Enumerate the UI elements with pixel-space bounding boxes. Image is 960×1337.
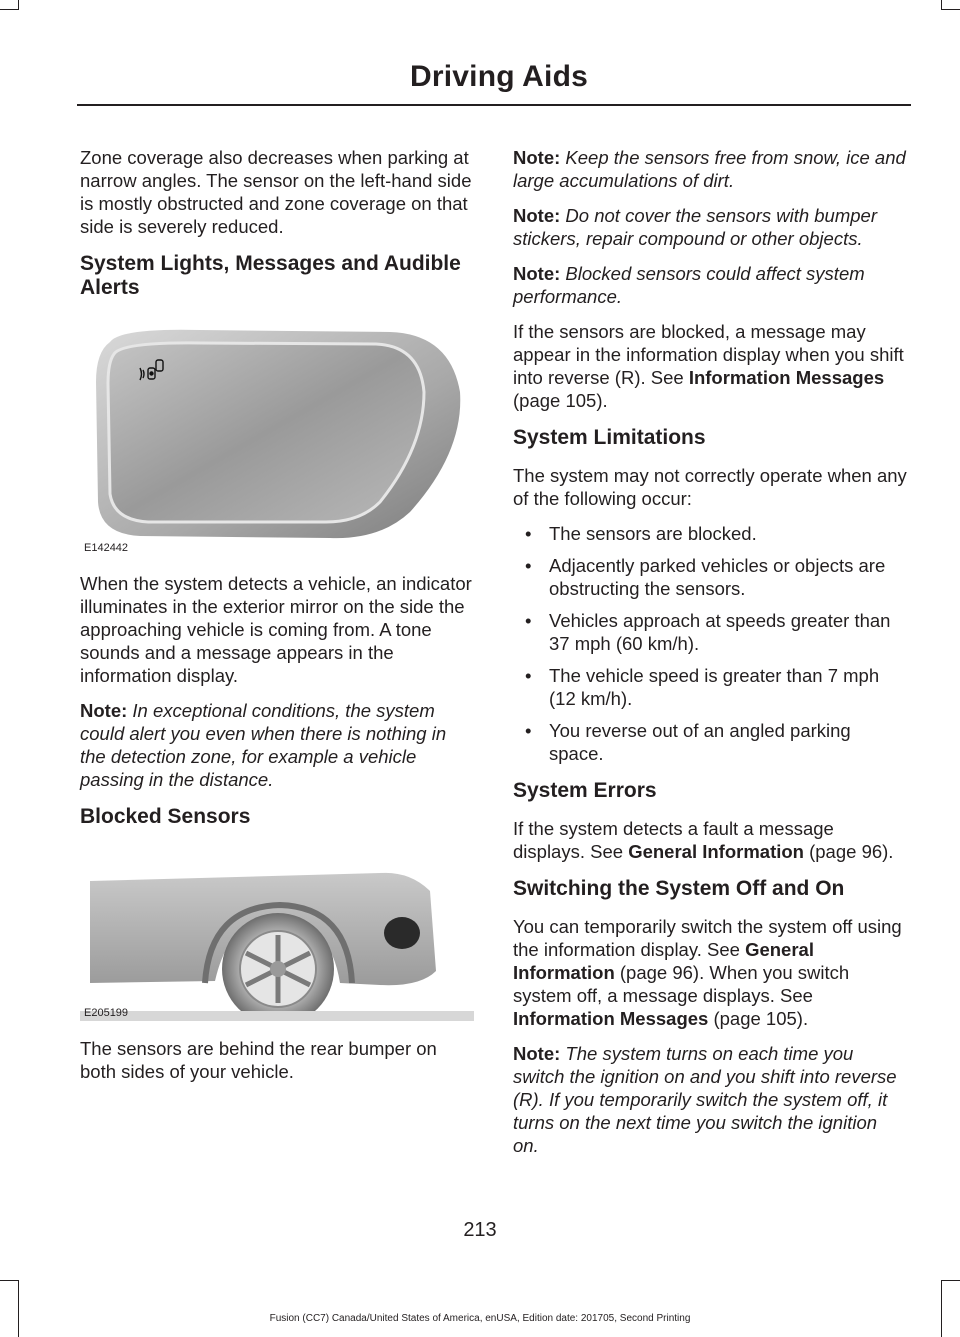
list-item-text: The vehicle speed is greater than 7 mph (12 km/h). bbox=[549, 665, 880, 709]
crop-mark bbox=[941, 1280, 942, 1337]
paragraph-limitations-intro: The system may not correctly operate when any of the following occur: bbox=[513, 465, 907, 509]
list-item-text: Vehicles approach at speeds greater than 37 mph (60 km/h). bbox=[549, 610, 891, 654]
xref-information-messages[interactable]: Information Messages bbox=[688, 367, 885, 388]
note-text: In exceptional conditions, the system could alert you even when there is nothing in the detection zone, for example a vehicle passing in the distance. bbox=[80, 700, 447, 790]
heading-system-limitations: System Limitations bbox=[513, 426, 706, 449]
crop-mark bbox=[942, 9, 960, 10]
list-item-text: Adjacently parked vehicles or objects are obstructing the sensors. bbox=[549, 555, 886, 599]
note-text: Do not cover the sensors with bumper stickers, repair compound or other objects. bbox=[513, 205, 877, 249]
heading-switching-system: Switching the System Off and On bbox=[513, 877, 845, 900]
page-reference: (page 105). bbox=[513, 390, 608, 411]
note-text: The system turns on each time you switch the ignition on and you shift into reverse (R). If you temporarily switch the system off, it turns on the next time you switch the ignition on. bbox=[513, 1043, 897, 1156]
mirror-figure bbox=[80, 322, 474, 556]
list-item bbox=[513, 554, 907, 600]
left-column bbox=[80, 146, 474, 1095]
crop-mark bbox=[0, 1280, 18, 1281]
crop-mark bbox=[18, 0, 19, 10]
page-header-title: Driving Aids bbox=[410, 60, 588, 93]
bullet-icon: • bbox=[525, 555, 532, 576]
mirror-illustration bbox=[80, 322, 474, 556]
crop-mark bbox=[18, 1280, 19, 1337]
heading-system-errors: System Errors bbox=[513, 779, 657, 802]
list-item bbox=[513, 609, 907, 655]
paragraph-sensors-location: The sensors are behind the rear bumper on both sides of your vehicle. bbox=[80, 1038, 437, 1082]
list-item bbox=[513, 664, 907, 710]
bullet-icon: • bbox=[525, 665, 532, 686]
list-item bbox=[513, 719, 907, 765]
bumper-figure bbox=[80, 851, 474, 1021]
note-blocked-sensors bbox=[513, 262, 907, 308]
page-reference: (page 105). bbox=[708, 1008, 809, 1029]
note-exceptional-conditions bbox=[80, 699, 474, 791]
paragraph-text: You can temporarily switch the system off using the information display. See bbox=[513, 916, 902, 960]
figure-label: E205199 bbox=[84, 1007, 129, 1019]
bullet-icon: • bbox=[525, 610, 532, 631]
crop-mark bbox=[942, 1280, 960, 1281]
bullet-icon: • bbox=[525, 523, 532, 544]
paragraph-system-detects: When the system detects a vehicle, an indicator illuminates in the exterior mirror on the side the approaching vehicle is coming from. A tone sounds and a message appears in the information display. bbox=[80, 573, 472, 686]
paragraph-text: If the system detects a fault a message displays. See bbox=[513, 818, 834, 862]
paragraph-system-errors bbox=[513, 817, 907, 863]
note-label: Note: bbox=[80, 700, 128, 721]
bullet-icon: • bbox=[525, 720, 532, 741]
crop-mark bbox=[0, 9, 18, 10]
rear-bumper-illustration bbox=[80, 851, 474, 1021]
paragraph-text: If the sensors are blocked, a message may appear in the information display when you shift into reverse (R). See bbox=[513, 321, 904, 388]
paragraph-switching bbox=[513, 915, 907, 1030]
list-item bbox=[513, 522, 907, 545]
paragraph-sensors-blocked bbox=[513, 320, 907, 412]
footer-edition-text: Fusion (CC7) Canada/United States of America, enUSA, Edition date: 201705, Second Printing bbox=[269, 1313, 691, 1324]
note-label: Note: bbox=[513, 263, 561, 284]
list-item-text: The sensors are blocked. bbox=[549, 523, 757, 544]
page-reference: (page 96). bbox=[803, 841, 894, 862]
note-label: Note: bbox=[513, 1043, 561, 1064]
figure-label: E142442 bbox=[84, 542, 129, 554]
paragraph-text: (page 96). When you switch system off, a message displays. See bbox=[513, 962, 850, 1006]
note-text: Blocked sensors could affect system performance. bbox=[513, 263, 865, 307]
note-text: Keep the sensors free from snow, ice and large accumulations of dirt. bbox=[513, 147, 906, 191]
limitations-list bbox=[513, 522, 907, 765]
header-rule bbox=[77, 104, 911, 106]
page-number: 213 bbox=[463, 1219, 497, 1241]
heading-system-lights: System Lights, Messages and Audible Alerts bbox=[80, 252, 461, 299]
right-column bbox=[513, 146, 907, 1169]
xref-information-messages[interactable]: Information Messages bbox=[513, 1008, 709, 1029]
heading-blocked-sensors: Blocked Sensors bbox=[80, 805, 251, 828]
crop-mark bbox=[941, 0, 942, 10]
rear-bumper-sensor bbox=[384, 917, 420, 949]
xref-general-information[interactable]: General Information bbox=[513, 939, 814, 983]
note-label: Note: bbox=[513, 205, 561, 226]
xref-general-information[interactable]: General Information bbox=[628, 841, 804, 862]
note-system-turns-on bbox=[513, 1042, 907, 1157]
note-do-not-cover bbox=[513, 204, 907, 250]
list-item-text: You reverse out of an angled parking space. bbox=[549, 720, 851, 764]
note-label: Note: bbox=[513, 147, 561, 168]
paragraph-zone-coverage: Zone coverage also decreases when parking at narrow angles. The sensor on the left-hand side is mostly obstructed and zone coverage on that side is severely reduced. bbox=[80, 147, 472, 237]
note-keep-sensors-free bbox=[513, 146, 907, 192]
